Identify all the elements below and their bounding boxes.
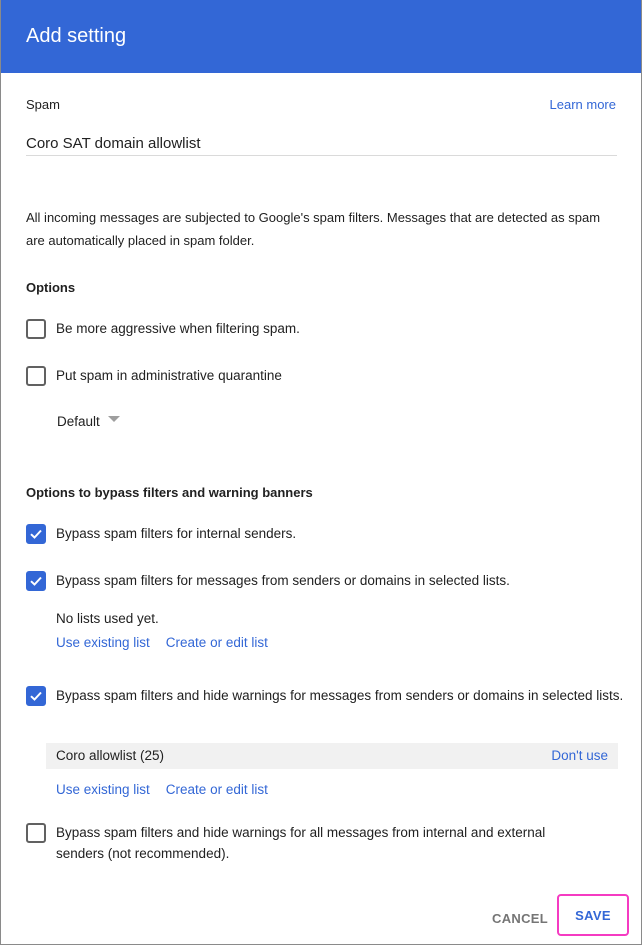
list-links [56,635,268,650]
cancel-button[interactable]: CANCEL [492,911,548,926]
option-label: Bypass spam filters for messages from senders or domains in selected lists. [56,573,510,588]
list-name: Coro allowlist (25) [56,748,165,763]
dropdown-caret-icon [108,416,120,422]
option-admin-quarantine[interactable] [26,366,282,386]
dialog-title: Add setting [26,25,127,47]
option-label: Bypass spam filters and hide warnings for messages from senders or domains in selected lists. [56,688,624,703]
bypass-options-title: Options to bypass filters and warning banners [26,485,313,500]
checkbox-checked[interactable] [26,571,46,591]
checkbox-unchecked[interactable] [26,366,46,386]
option-label: Put spam in administrative quarantine [56,368,282,383]
option-label: Be more aggressive when filtering spam. [56,321,300,336]
checkbox-unchecked[interactable] [26,319,46,339]
checkmark-icon [29,527,43,541]
save-button-label: SAVE [575,907,611,923]
description-text: All incoming messages are subjected to Google's spam filters. Messages that are detected as spam are automatically placed in spam folder. [26,210,601,248]
checkmark-icon [29,689,43,703]
use-existing-list-link[interactable]: Use existing list [56,782,150,797]
create-or-edit-list-link[interactable]: Create or edit list [165,635,268,650]
selected-list-row [46,743,618,769]
checkmark-icon [29,574,43,588]
learn-more-link[interactable]: Learn more [549,97,616,112]
checkbox-unchecked[interactable] [26,823,46,843]
options-title: Options [26,280,76,295]
checkbox-checked[interactable] [26,524,46,544]
option-label: Bypass spam filters for internal senders. [56,526,297,541]
quarantine-select-value: Default [57,414,100,429]
option-label: Bypass spam filters and hide warnings for all messages from internal and external senders (not recommended). [56,825,546,861]
create-or-edit-list-link[interactable]: Create or edit list [165,782,268,797]
dont-use-link[interactable]: Don't use [551,748,608,763]
option-bypass-selected-lists[interactable] [26,571,510,591]
setting-name-input[interactable] [26,132,617,156]
use-existing-list-link[interactable]: Use existing list [56,635,150,650]
category-label: Spam [26,97,60,112]
no-lists-text: No lists used yet. [56,611,159,626]
checkbox-checked[interactable] [26,686,46,706]
option-bypass-internal[interactable] [26,524,296,544]
quarantine-select[interactable] [57,414,120,429]
option-bypass-all-messages[interactable] [26,823,586,864]
option-aggressive-filtering[interactable] [26,319,300,339]
option-bypass-hide-warnings-lists[interactable] [26,686,626,706]
list-links [56,782,268,797]
dialog-header [1,0,641,73]
save-button[interactable] [557,894,629,936]
